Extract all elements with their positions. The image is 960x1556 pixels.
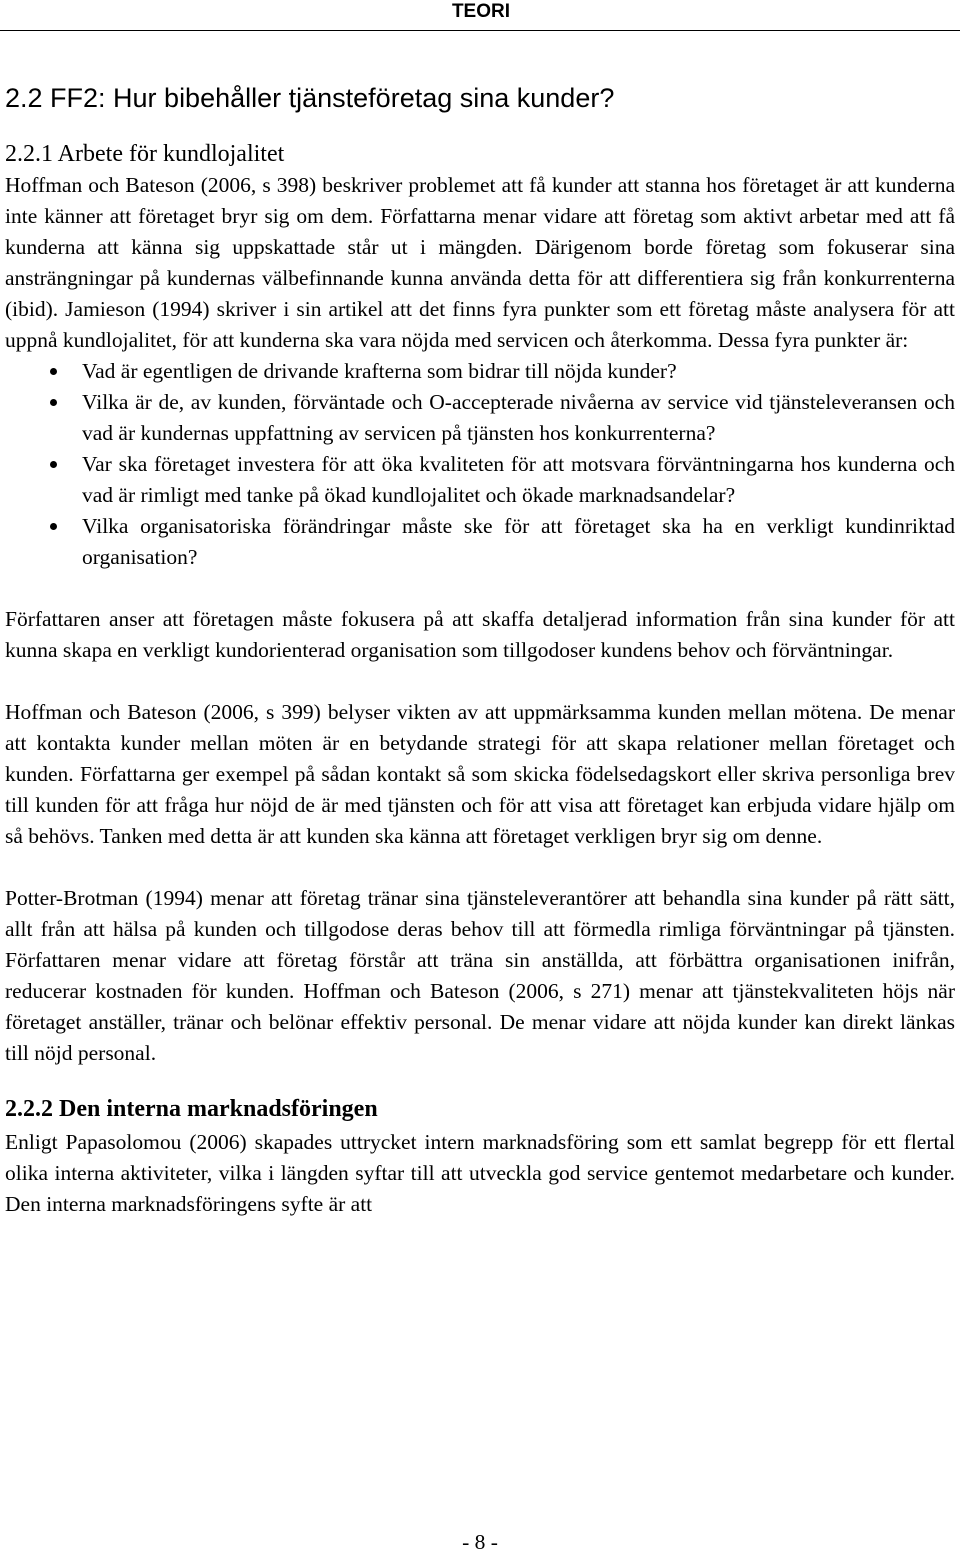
bullet-icon — [50, 461, 57, 468]
bullet-icon — [50, 523, 57, 530]
body-paragraph: Författaren anser att företagen måste fokusera på att skaffa detaljerad information från sina kunder för att kunna skapa en verkligt kundorienterad organisation som tillgodoser kundens behov och förväntningar. — [5, 607, 955, 662]
bullet-item: Var ska företaget investera för att öka kvaliteten för att motsvara förväntningarna hos kunderna och vad är rimligt med tanke på ökad kundlojalitet och ökade marknadsandelar? — [5, 449, 955, 511]
document-body — [5, 82, 955, 1220]
page-number: - 8 - — [462, 1530, 498, 1554]
section-heading: 2.2 FF2: Hur bibehåller tjänsteföretag sina kunder? — [5, 83, 615, 113]
bullet-item: Vilka är de, av kunden, förväntade och O-accepterade nivåerna av service vid tjänsteleveransen och vad är kundernas uppfattning av servicen på tjänsten hos konkurrenterna? — [5, 387, 955, 449]
header-label: TEORI — [451, 1, 510, 22]
subsection-heading: 2.2.1 Arbete för kundlojalitet — [5, 141, 285, 167]
bullet-icon — [50, 368, 57, 375]
body-paragraph: Potter-Brotman (1994) menar att företag tränar sina tjänsteleverantörer att behandla sina kunder på rätt sätt, allt från att hälsa på kunden och tillgodose deras behov till att förmedla rimliga förväntningar på tjänsten. Författaren menar vidare att företag förstår att träna sin anställda, att förbättra organisationen inifrån, reducerar kostnaden för kunden. Hoffman och Bateson (2006, s 271) menar att tjänstekvaliteten höjs när företaget anställer, tränar och belönar effektiv personal. De menar vidare att nöjda kunder kan direkt länkas till nöjd personal. — [5, 886, 955, 1065]
body-paragraph: Hoffman och Bateson (2006, s 399) belyser vikten av att uppmärksamma kunden mellan mötena. De menar att kontakta kunder mellan möten är en betydande strategi för att skapa relationer mellan företaget och kunden. Författarna ger exempel på sådan kontakt så som skicka födelsedagskort eller skriva personliga brev till kunden för att fråga hur nöjd de är med tjänsten och för att visa att företaget kan erbjuda vidare hjälp om så behövs. Tanken med detta är att kunden ska känna att företaget verkligen bryr sig om denne. — [5, 700, 955, 848]
intro-paragraph: Hoffman och Bateson (2006, s 398) beskriver problemet att få kunder att stanna hos företaget är att kunderna inte känner att företaget bryr sig om dem. Författarna menar vidare att företag som aktivt arbetar med att få kunderna att känna sig uppskattade står ut i mängden. Därigenom borde företag som fokuserar sina ansträngningar på kundernas välbefinnande kunna använda detta för att differentiera sig från konkurrenterna (ibid). Jamieson (1994) skriver i sin artikel att det finns fyra punkter som ett företag måste analysera för att uppnå kundlojalitet, för att kunderna ska vara nöjda med servicen och återkomma. Dessa fyra punkter är: — [5, 173, 955, 352]
page-header — [0, 0, 960, 31]
bullet-icon — [50, 399, 57, 406]
bullet-item: Vad är egentligen de drivande krafterna som bidrar till nöjda kunder? — [5, 356, 955, 387]
subsection-heading: 2.2.2 Den interna marknadsföringen — [5, 1096, 378, 1122]
bullet-item: Vilka organisatoriska förändringar måste ske för att företaget ska ha en verkligt kundinriktad organisation? — [5, 511, 955, 573]
body-paragraph: Enligt Papasolomou (2006) skapades uttrycket intern marknadsföring som ett samlat begrepp för ett flertal olika interna aktiviteter, vilka i längden syftar till att utveckla god service gentemot medarbetare och kunder. Den interna marknadsföringens syfte är att — [5, 1130, 955, 1216]
bullet-list — [5, 356, 955, 573]
